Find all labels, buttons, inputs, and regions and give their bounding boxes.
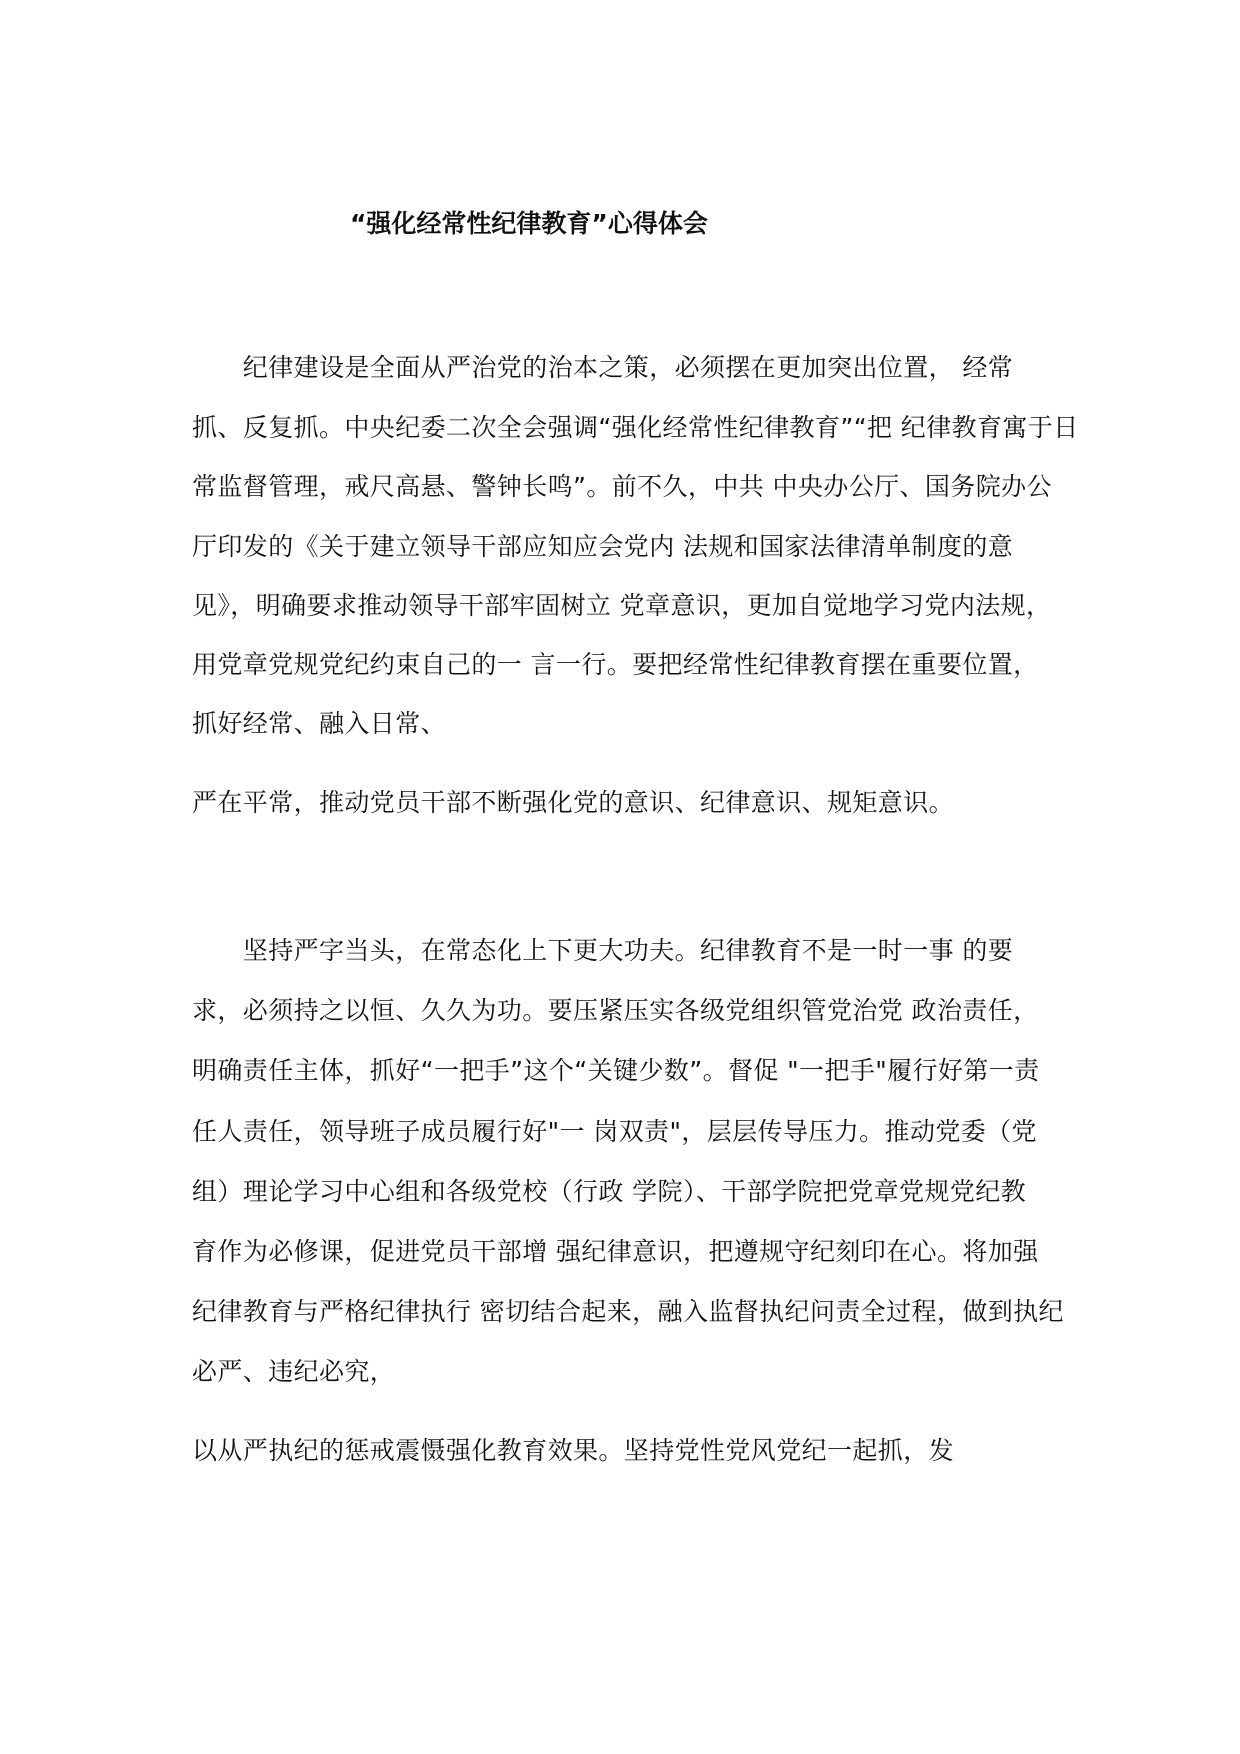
paragraph-3-line-8: 必严、违纪必究，	[192, 1357, 396, 1386]
paragraph-4-line-1: 以从严执纪的惩戒震慑强化教育效果。坚持党性党风党纪一起抓，发	[192, 1436, 955, 1465]
paragraph-3-line-5: 组）理论学习中心组和各级党校（行政 学院）、干部学院把党章党规党纪教	[192, 1177, 1027, 1206]
paragraph-1-line-4: 厅印发的《关于建立领导干部应知应会党内 法规和国家法律清单制度的意	[192, 532, 1014, 561]
paragraph-2-line-1: 严在平常，推动党员干部不断强化党的意识、纪律意识、规矩意识。	[192, 788, 955, 817]
paragraph-1-line-1: 纪律建设是全面从严治党的治本之策，必须摆在更加突出位置， 经常	[192, 353, 1014, 382]
paragraph-3-line-3: 明确责任主体，抓好“一把手”这个“关键少数”。督促 "一把手"履行好第一责	[192, 1056, 1040, 1085]
paragraph-3-line-7: 纪律教育与严格纪律执行 密切结合起来，融入监督执纪问责全过程，做到执纪	[192, 1297, 1064, 1326]
paragraph-3-line-1: 坚持严字当头，在常态化上下更大功夫。纪律教育不是一时一事 的要	[192, 936, 1014, 965]
paragraph-1-line-2: 抓、反复抓。中央纪委二次全会强调“强化经常性纪律教育”“把 纪律教育寓于日	[192, 413, 1079, 442]
document-title: “强化经常性纪律教育”心得体会	[350, 209, 708, 238]
paragraph-1-line-3: 常监督管理，戒尺高悬、警钟长鸣”。前不久，中共 中央办公厅、国务院办公	[192, 472, 1052, 501]
paragraph-3-line-2: 求，必须持之以恒、久久为功。要压紧压实各级党组织管党治党 政治责任，	[192, 996, 1039, 1025]
paragraph-3-line-4: 任人责任，领导班子成员履行好"一 岗双责"，层层传导压力。推动党委（党	[192, 1117, 1037, 1146]
paragraph-1-line-5: 见》，明确要求推动领导干部牢固树立 党章意识，更加自觉地学习党内法规，	[192, 591, 1052, 620]
paragraph-3-line-6: 育作为必修课，促进党员干部增 强纪律意识，把遵规守纪刻印在心。将加强	[192, 1237, 1039, 1266]
paragraph-1-line-6: 用党章党规党纪约束自己的一 言一行。要把经常性纪律教育摆在重要位置，	[192, 650, 1039, 679]
paragraph-1-line-7: 抓好经常、融入日常、	[192, 709, 447, 738]
